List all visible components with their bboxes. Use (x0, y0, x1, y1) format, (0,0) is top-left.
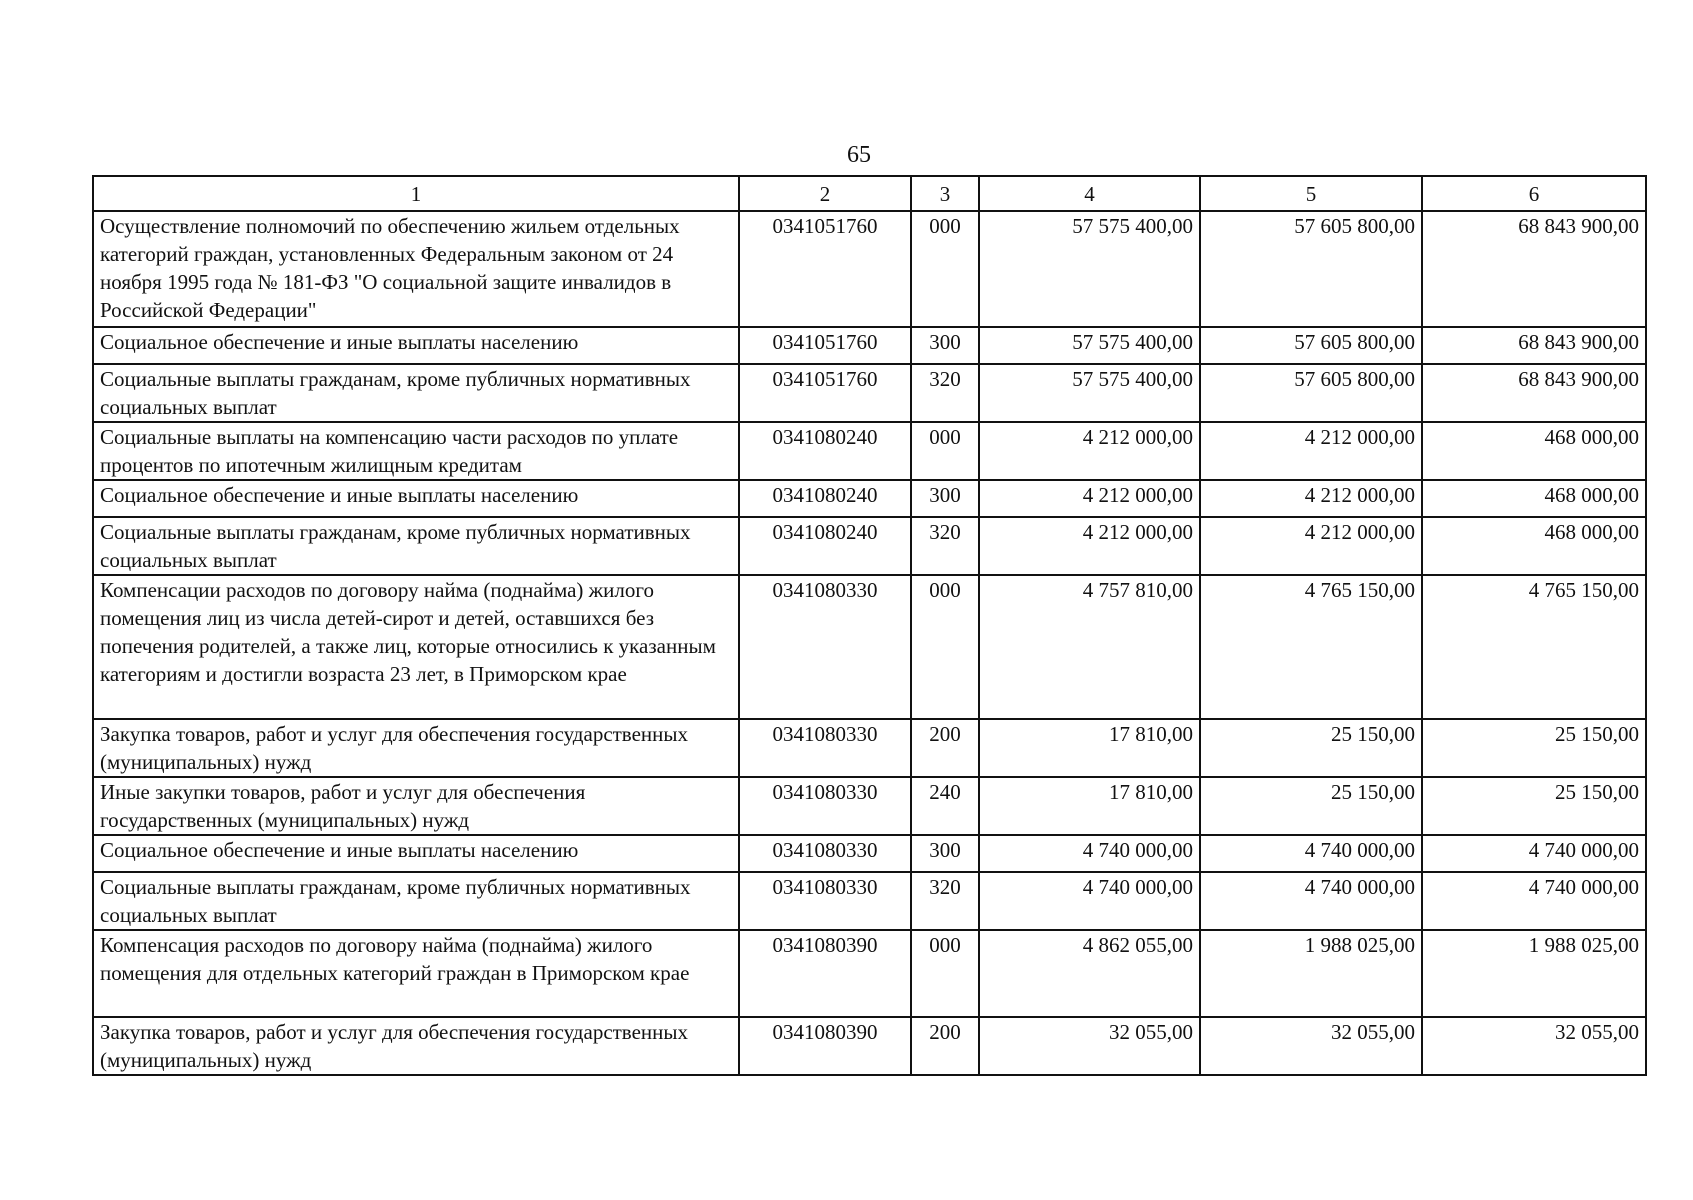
row-code: 0341080240 (739, 480, 911, 517)
row-amount-3: 68 843 900,00 (1422, 364, 1646, 422)
row-name: Иные закупки товаров, работ и услуг для обеспечения государственных (муниципальных) нужд (93, 777, 739, 835)
row-kind: 320 (911, 872, 979, 930)
row-name: Социальные выплаты гражданам, кроме публичных нормативных социальных выплат (93, 517, 739, 575)
row-code: 0341080390 (739, 930, 911, 1017)
row-amount-2: 4 212 000,00 (1200, 480, 1422, 517)
row-amount-1: 57 575 400,00 (979, 364, 1200, 422)
row-amount-2: 57 605 800,00 (1200, 211, 1422, 327)
row-kind: 240 (911, 777, 979, 835)
row-kind: 300 (911, 480, 979, 517)
row-amount-1: 32 055,00 (979, 1017, 1200, 1075)
row-amount-3: 25 150,00 (1422, 777, 1646, 835)
row-name: Социальное обеспечение и иные выплаты населению (93, 835, 739, 872)
row-amount-1: 4 212 000,00 (979, 422, 1200, 480)
row-kind: 300 (911, 835, 979, 872)
row-amount-3: 4 765 150,00 (1422, 575, 1646, 719)
row-code: 0341080330 (739, 872, 911, 930)
row-name: Компенсация расходов по договору найма (поднайма) жилого помещения для отдельных категорий граждан в Приморском крае (93, 930, 739, 1017)
row-code: 0341080330 (739, 575, 911, 719)
column-header-6: 6 (1422, 176, 1646, 211)
table-row (93, 517, 1646, 575)
table-row (93, 835, 1646, 872)
row-code: 0341080330 (739, 719, 911, 777)
table-row (93, 480, 1646, 517)
row-name: Закупка товаров, работ и услуг для обеспечения государственных (муниципальных) нужд (93, 1017, 739, 1075)
row-code: 0341051760 (739, 364, 911, 422)
table-row (93, 777, 1646, 835)
row-kind: 200 (911, 1017, 979, 1075)
header-row (93, 176, 1646, 211)
row-amount-1: 17 810,00 (979, 719, 1200, 777)
row-kind: 000 (911, 575, 979, 719)
row-code: 0341051760 (739, 327, 911, 364)
row-name: Социальные выплаты на компенсацию части расходов по уплате процентов по ипотечным жилищным кредитам (93, 422, 739, 480)
row-code: 0341051760 (739, 211, 911, 327)
row-name: Компенсации расходов по договору найма (поднайма) жилого помещения лиц из числа детей-сирот и детей, оставшихся без попечения родителей, а также лиц, которые относились к указанным категориям и достигли возраста 23 лет, в Приморском крае (93, 575, 739, 719)
row-kind: 200 (911, 719, 979, 777)
row-amount-2: 25 150,00 (1200, 719, 1422, 777)
table-row (93, 327, 1646, 364)
row-kind: 300 (911, 327, 979, 364)
row-code: 0341080390 (739, 1017, 911, 1075)
row-kind: 000 (911, 211, 979, 327)
row-amount-3: 468 000,00 (1422, 422, 1646, 480)
table-row (93, 1017, 1646, 1075)
row-amount-2: 4 212 000,00 (1200, 517, 1422, 575)
row-amount-2: 57 605 800,00 (1200, 364, 1422, 422)
table-row (93, 211, 1646, 327)
row-code: 0341080240 (739, 517, 911, 575)
row-amount-1: 17 810,00 (979, 777, 1200, 835)
row-amount-1: 4 212 000,00 (979, 517, 1200, 575)
table-row (93, 719, 1646, 777)
row-amount-1: 4 862 055,00 (979, 930, 1200, 1017)
row-amount-1: 57 575 400,00 (979, 211, 1200, 327)
table-row (93, 422, 1646, 480)
row-name: Социальное обеспечение и иные выплаты населению (93, 327, 739, 364)
row-name: Закупка товаров, работ и услуг для обеспечения государственных (муниципальных) нужд (93, 719, 739, 777)
row-name: Осуществление полномочий по обеспечению жильем отдельных категорий граждан, установленных Федеральным законом от 24 ноября 1995 года № 181-ФЗ "О социальной защите инвалидов в Российской Федерации" (93, 211, 739, 327)
row-amount-3: 68 843 900,00 (1422, 327, 1646, 364)
row-code: 0341080330 (739, 777, 911, 835)
table-row (93, 872, 1646, 930)
row-amount-3: 468 000,00 (1422, 480, 1646, 517)
row-amount-3: 25 150,00 (1422, 719, 1646, 777)
row-kind: 320 (911, 517, 979, 575)
table-row (93, 930, 1646, 1017)
row-amount-1: 4 740 000,00 (979, 872, 1200, 930)
row-amount-2: 4 740 000,00 (1200, 835, 1422, 872)
row-amount-2: 25 150,00 (1200, 777, 1422, 835)
page-number: 65 (847, 142, 871, 168)
row-amount-1: 4 740 000,00 (979, 835, 1200, 872)
column-header-2: 2 (739, 176, 911, 211)
row-amount-2: 4 740 000,00 (1200, 872, 1422, 930)
row-kind: 000 (911, 422, 979, 480)
row-amount-1: 4 212 000,00 (979, 480, 1200, 517)
row-code: 0341080240 (739, 422, 911, 480)
row-kind: 000 (911, 930, 979, 1017)
row-amount-1: 4 757 810,00 (979, 575, 1200, 719)
row-amount-3: 1 988 025,00 (1422, 930, 1646, 1017)
table-row (93, 364, 1646, 422)
row-kind: 320 (911, 364, 979, 422)
row-amount-3: 4 740 000,00 (1422, 835, 1646, 872)
row-name: Социальные выплаты гражданам, кроме публичных нормативных социальных выплат (93, 872, 739, 930)
row-amount-1: 57 575 400,00 (979, 327, 1200, 364)
table-row (93, 575, 1646, 719)
column-header-5: 5 (1200, 176, 1422, 211)
row-amount-3: 468 000,00 (1422, 517, 1646, 575)
row-code: 0341080330 (739, 835, 911, 872)
row-name: Социальные выплаты гражданам, кроме публичных нормативных социальных выплат (93, 364, 739, 422)
column-header-4: 4 (979, 176, 1200, 211)
row-amount-2: 1 988 025,00 (1200, 930, 1422, 1017)
row-amount-2: 32 055,00 (1200, 1017, 1422, 1075)
column-header-1: 1 (93, 176, 739, 211)
row-amount-3: 32 055,00 (1422, 1017, 1646, 1075)
row-name: Социальное обеспечение и иные выплаты населению (93, 480, 739, 517)
row-amount-3: 4 740 000,00 (1422, 872, 1646, 930)
row-amount-2: 4 765 150,00 (1200, 575, 1422, 719)
budget-table (92, 175, 1647, 1076)
row-amount-2: 57 605 800,00 (1200, 327, 1422, 364)
row-amount-3: 68 843 900,00 (1422, 211, 1646, 327)
column-header-3: 3 (911, 176, 979, 211)
row-amount-2: 4 212 000,00 (1200, 422, 1422, 480)
